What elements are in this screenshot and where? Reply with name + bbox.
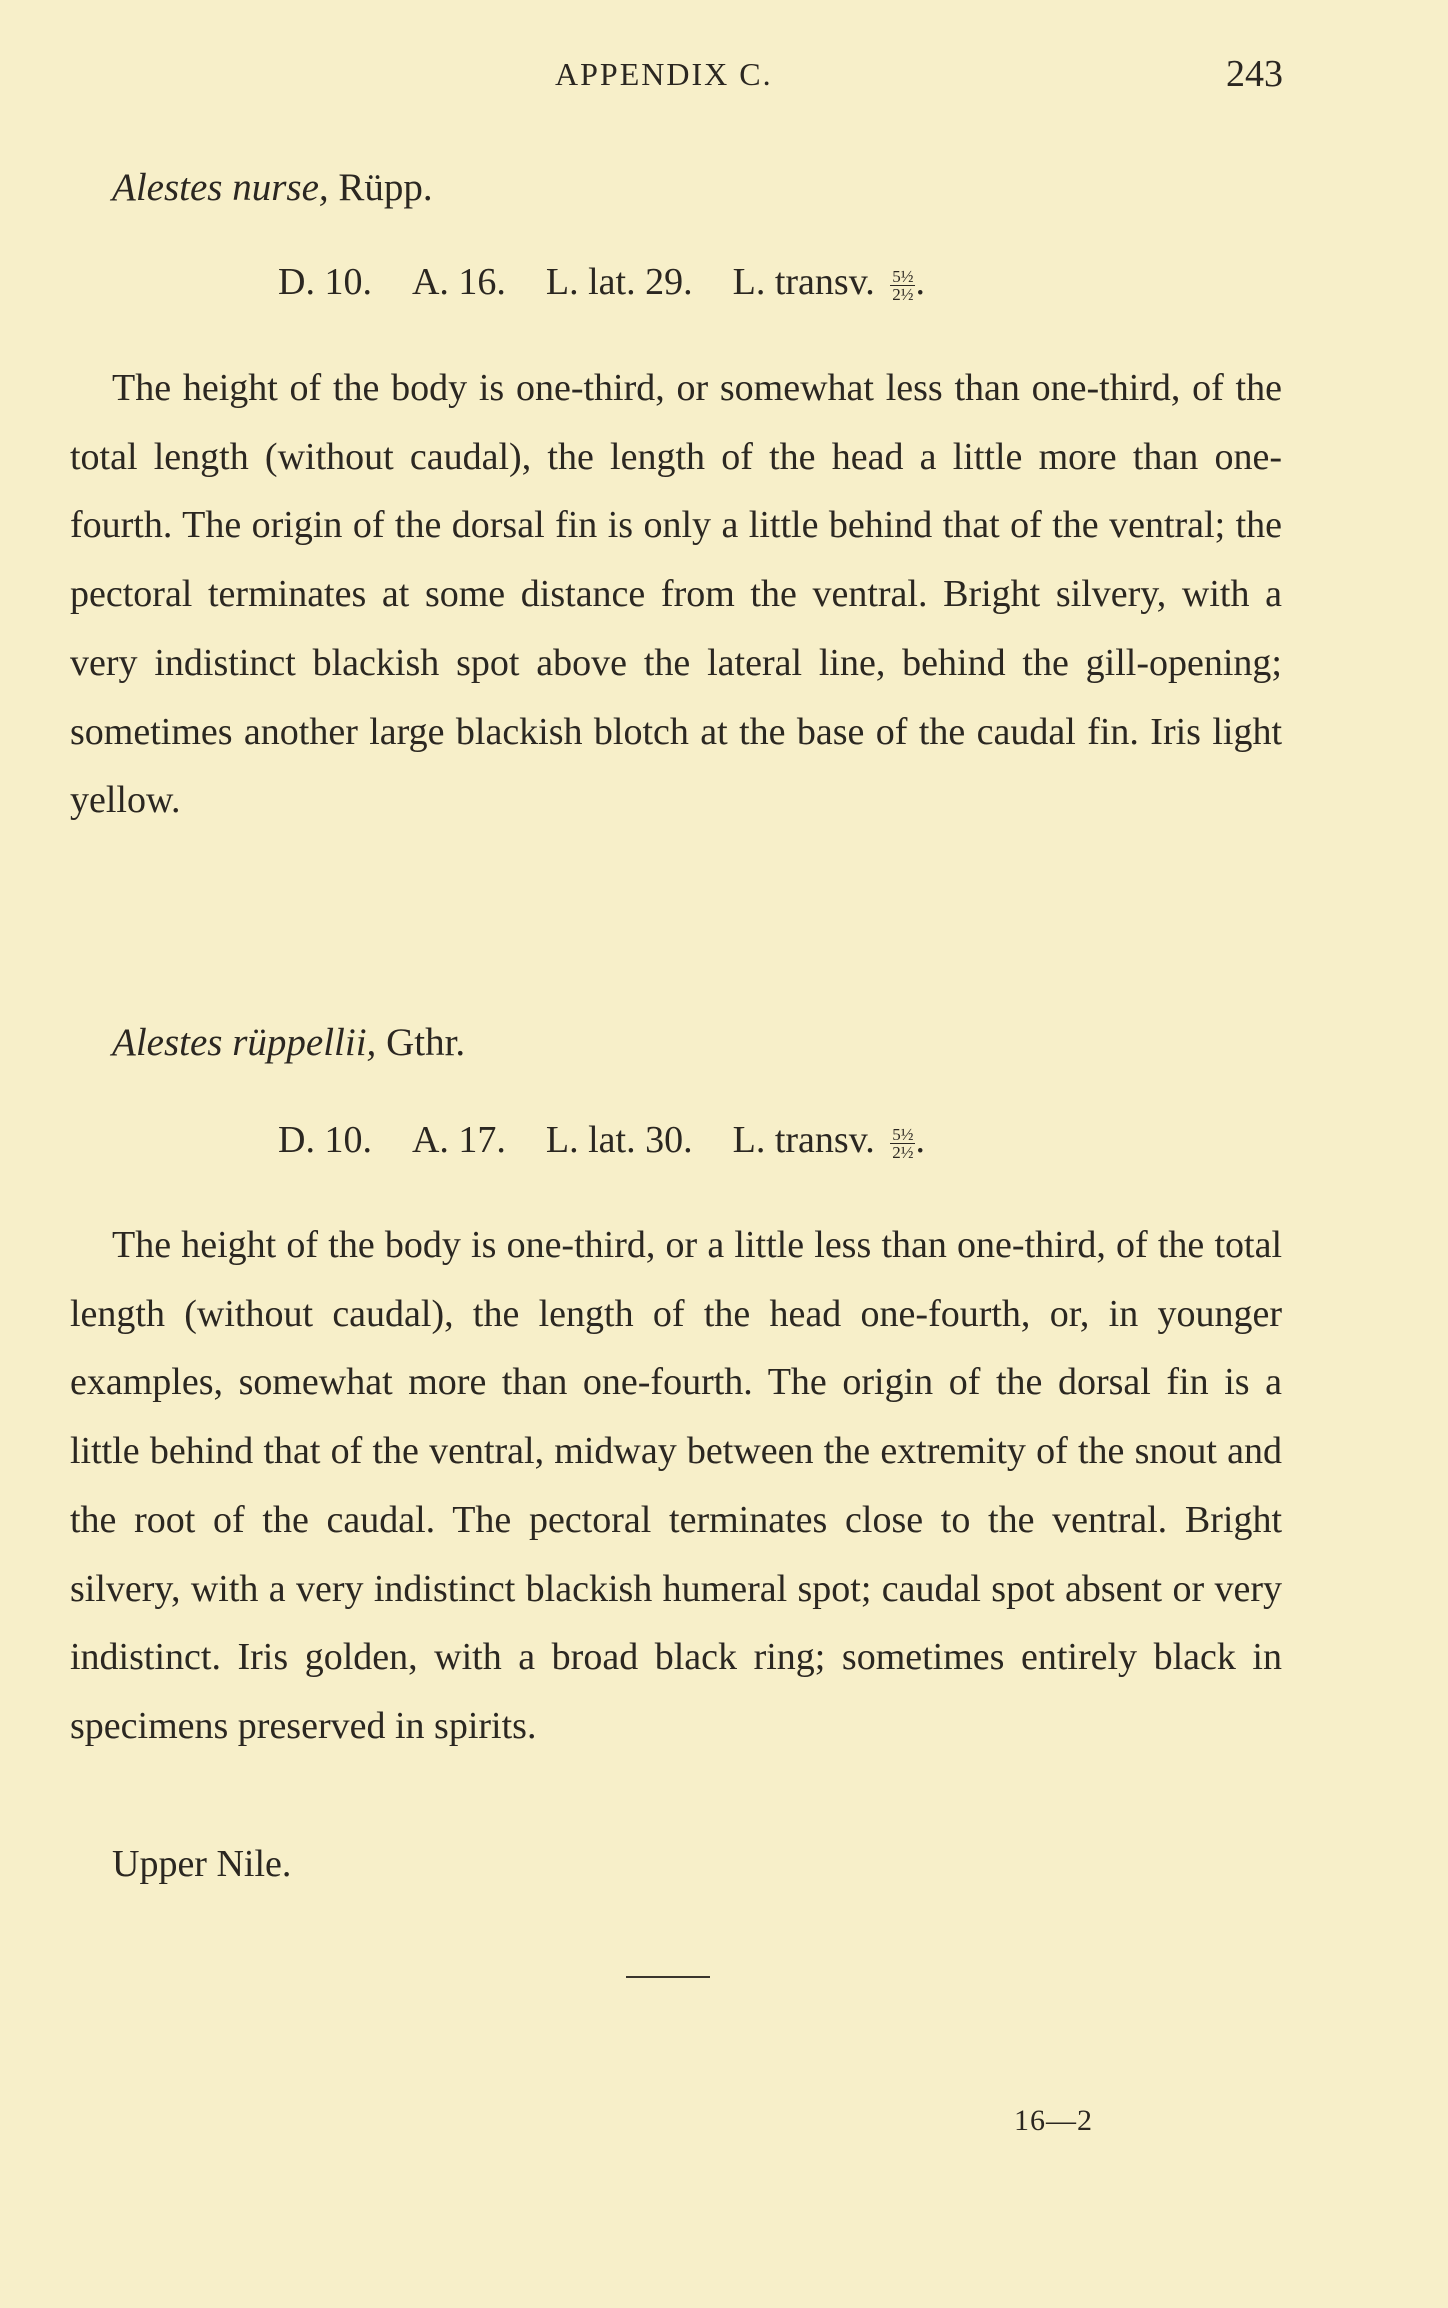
species-description: The height of the body is one-third, or a little less than one-third, of the total length (without caudal), the length of the head one-fourth, or, in younger examples, somewhat more than one-fourth. The origin of the dorsal fin is a little behind that of the ventral, midway between the extremity of the snout and the root of the caudal. The pectoral terminates close to the ventral. Bright silvery, with a very indistinct blackish humeral spot; caudal spot absent or very indistinct. Iris golden, with a broad black ring; sometimes entirely black in specimens preserved in spirits. (70, 1224, 1282, 1747)
page-number: 243 (1226, 53, 1283, 95)
species-author: Rüpp. (338, 166, 433, 209)
fin-formula: D. 10. A. 17. L. lat. 30. L. transv. $\frac{\text{5½}}{\text{2½}}$ . (278, 1119, 925, 1162)
transverse-fraction: $\frac{\text{5½}}{\text{2½}}$ (892, 266, 914, 304)
species-heading (112, 165, 433, 210)
running-title: APPENDIX C. (555, 56, 773, 92)
species-name: Alestes rüppellii, (112, 1021, 377, 1064)
transverse-fraction: $\frac{\text{5½}}{\text{2½}}$ (892, 1124, 914, 1162)
species-description: The height of the body is one-third, or somewhat less than one-third, of the total length (without caudal), the length of the head a little more than one-fourth. The origin of the dorsal fin is only a little behind that of the ventral; the pectoral terminates at some distance from the ventral. Bright silvery, with a very indistinct blackish spot above the lateral line, behind the gill-opening; sometimes another large blackish blotch at the base of the caudal fin. Iris light yellow. (70, 367, 1282, 822)
locality: Upper Nile. (112, 1843, 292, 1885)
species-author: Gthr. (386, 1021, 466, 1064)
fin-formula: D. 10. A. 16. L. lat. 29. L. transv. $\frac{\text{5½}}{\text{2½}}$ . (278, 261, 925, 304)
species-heading (112, 1020, 465, 1065)
section-divider (626, 1976, 710, 1978)
species-name: Alestes nurse, (112, 166, 329, 209)
signature-mark: 16—2 (1014, 2104, 1093, 2137)
page-header (0, 52, 1448, 102)
